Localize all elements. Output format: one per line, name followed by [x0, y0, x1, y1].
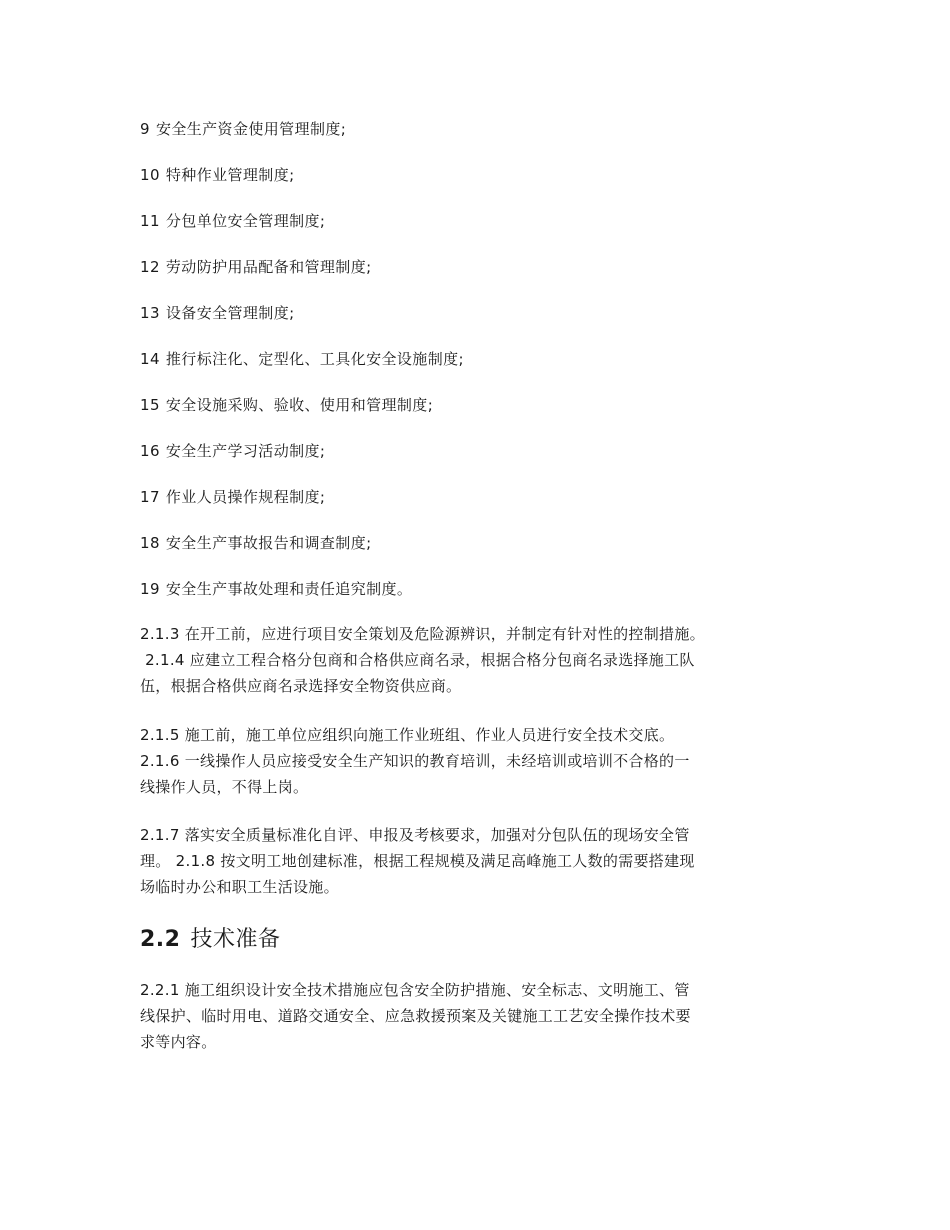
paragraph-line: 线保护、临时用电、道路交通安全、应急救援预案及关键施工工艺安全操作技术要: [140, 1007, 691, 1025]
list-item: [140, 440, 820, 462]
paragraph-line: 求等内容。: [140, 1033, 217, 1051]
list-item-text: 安全设施采购、验收、使用和管理制度;: [165, 396, 434, 414]
list-item: [140, 302, 820, 324]
paragraph-line: 2.1.4 应建立工程合格分包商和合格供应商名录，根据合格分包商名录选择施工队: [140, 651, 695, 669]
paragraph-2-2-1: [140, 977, 812, 1055]
list-item: [140, 256, 820, 278]
regulation-list: [140, 118, 820, 624]
list-item-number: 11: [140, 212, 160, 230]
list-item-text: 作业人员操作规程制度;: [165, 488, 326, 506]
list-item-text: 设备安全管理制度;: [165, 304, 295, 322]
paragraph-2-1-7: [140, 822, 812, 900]
list-item-text: 特种作业管理制度;: [165, 166, 295, 184]
paragraph-line: 伍，根据合格供应商名录选择安全物资供应商。: [140, 677, 462, 695]
paragraph-line: 2.1.3 在开工前，应进行项目安全策划及危险源辨识，并制定有针对性的控制措施。: [140, 625, 705, 643]
list-item-number: 14: [140, 350, 160, 368]
list-item-text: 安全生产学习活动制度;: [165, 442, 326, 460]
list-item: [140, 486, 820, 508]
list-item-number: 19: [140, 580, 160, 598]
paragraph-line: 2.1.7 落实安全质量标准化自评、申报及考核要求，加强对分包队伍的现场安全管: [140, 826, 690, 844]
list-item: [140, 164, 820, 186]
list-item-text: 安全生产资金使用管理制度;: [155, 120, 347, 138]
list-item: [140, 118, 820, 140]
paragraph-line: 2.1.5 施工前，施工单位应组织向施工作业班组、作业人员进行安全技术交底。: [140, 726, 675, 744]
list-item-number: 13: [140, 304, 160, 322]
list-item: [140, 210, 820, 232]
list-item-number: 17: [140, 488, 160, 506]
list-item-number: 16: [140, 442, 160, 460]
paragraph-2-1-3: [140, 621, 812, 699]
section-heading-title: 技术准备: [190, 927, 281, 952]
paragraph-2-1-5: [140, 722, 812, 800]
list-item-number: 10: [140, 166, 160, 184]
list-item: [140, 348, 820, 370]
list-item-text: 劳动防护用品配备和管理制度;: [165, 258, 372, 276]
list-item: [140, 578, 820, 600]
section-heading: [140, 924, 281, 956]
list-item-number: 15: [140, 396, 160, 414]
list-item-text: 安全生产事故处理和责任追究制度。: [165, 580, 413, 598]
list-item: [140, 394, 820, 416]
paragraph-line: 2.2.1 施工组织设计安全技术措施应包含安全防护措施、安全标志、文明施工、管: [140, 981, 690, 999]
list-item-text: 分包单位安全管理制度;: [165, 212, 326, 230]
paragraph-line: 线操作人员，不得上岗。: [140, 778, 309, 796]
paragraph-line: 2.1.6 一线操作人员应接受安全生产知识的教育培训，未经培训或培训不合格的一: [140, 752, 690, 770]
list-item-text: 推行标注化、定型化、工具化安全设施制度;: [165, 350, 464, 368]
list-item-number: 18: [140, 534, 160, 552]
list-item-number: 9: [140, 120, 150, 138]
list-item: [140, 532, 820, 554]
section-heading-number: 2.2: [140, 927, 181, 952]
list-item-number: 12: [140, 258, 160, 276]
paragraph-line: 理。 2.1.8 按文明工地创建标准，根据工程规模及满足高峰施工人数的需要搭建现: [140, 852, 695, 870]
paragraph-line: 场临时办公和职工生活设施。: [140, 878, 339, 896]
list-item-text: 安全生产事故报告和调查制度;: [165, 534, 372, 552]
